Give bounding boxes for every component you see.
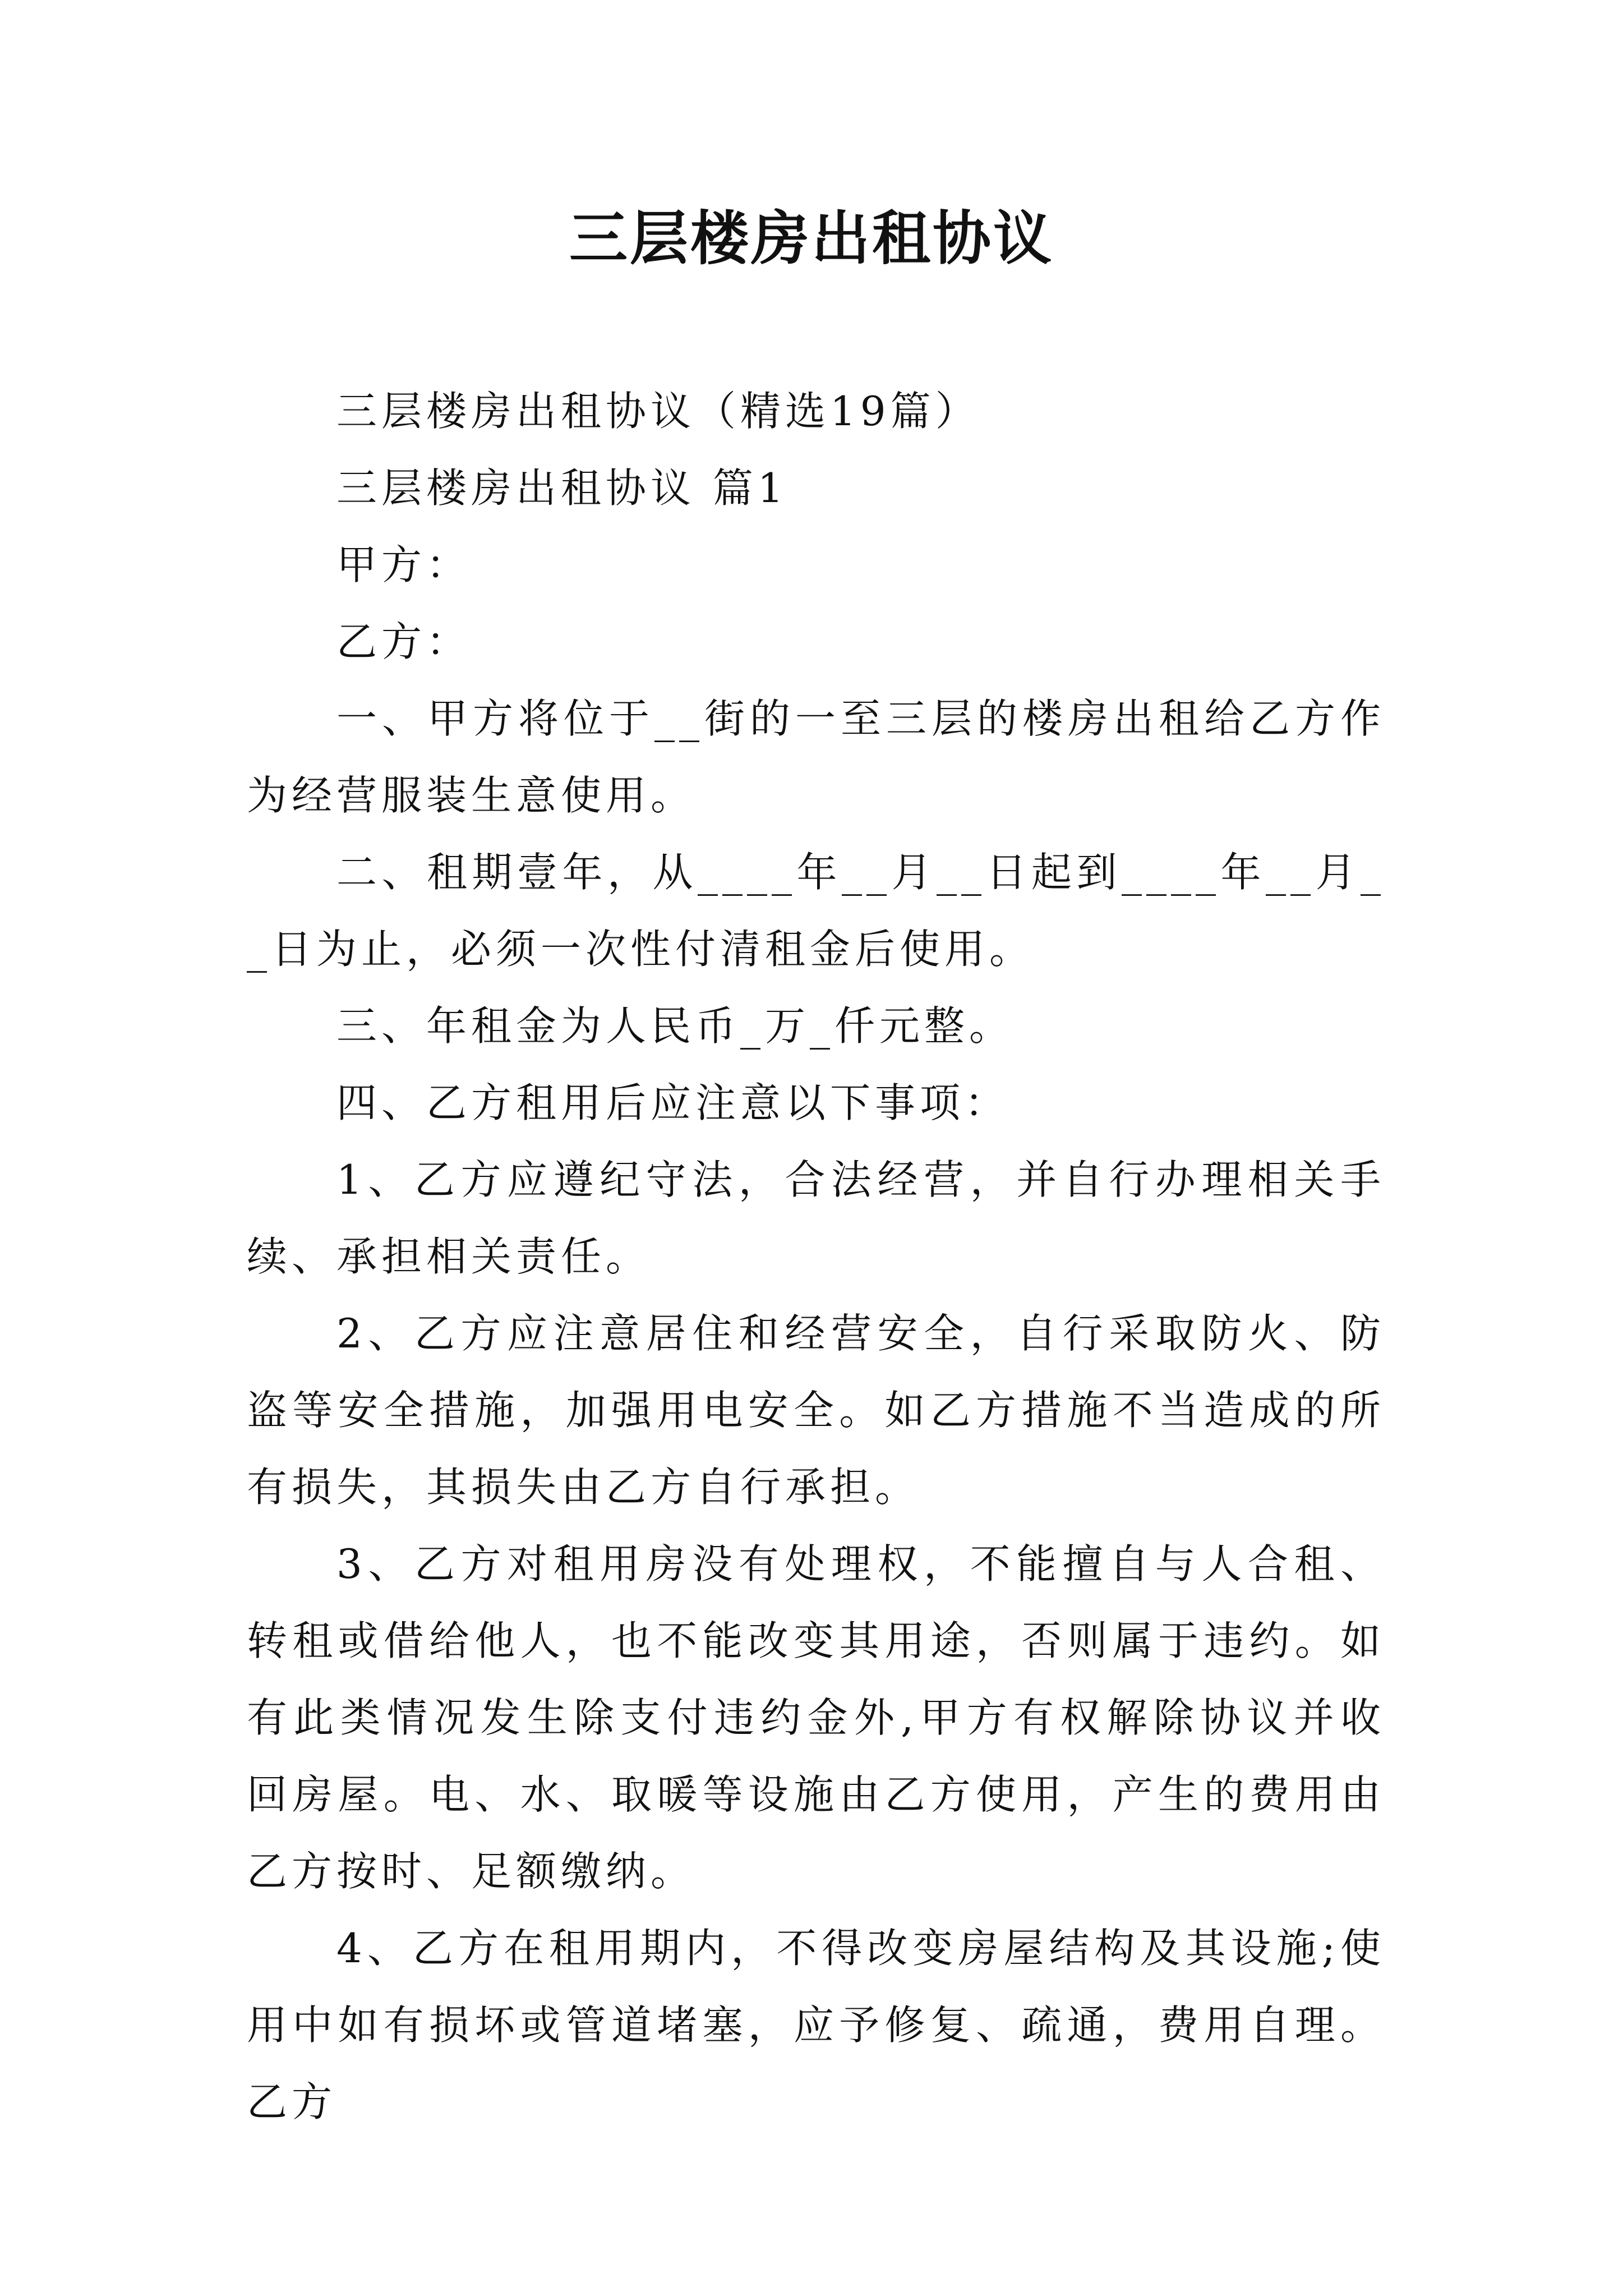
party-a-line: 甲方： [336, 541, 472, 588]
item-1: 1、乙方应遵纪守法，合法经营，并自行办理相关手续、承担相关责任。 [247, 1156, 1385, 1280]
clause-1: 一、甲方将位于__街的一至三层的楼房出租给乙方作为经营服装生意使用。 [247, 695, 1385, 819]
clause-2: 二、租期壹年，从____年__月__日起到____年__月__日为止，必须一次性付清租金后使用。 [247, 849, 1385, 973]
document-body [247, 373, 1385, 2141]
party-b-line: 乙方： [336, 618, 472, 665]
item-4: 4、乙方在租用期内，不得改变房屋结构及其设施;使用中如有损坏或管道堵塞，应予修复、疏通，费用自理。乙方 [247, 1925, 1385, 2125]
subtitle-paragraph: 三层楼房出租协议（精选19篇） [336, 388, 980, 435]
clause-4: 四、乙方租用后应注意以下事项： [336, 1079, 1010, 1126]
document-title: 三层楼房出租协议 [569, 204, 1054, 273]
section-heading: 三层楼房出租协议 篇1 [336, 464, 788, 512]
item-3: 3、乙方对租用房没有处理权，不能擅自与人合租、转租或借给他人，也不能改变其用途，否则属于违约。如有此类情况发生除支付违约金外,甲方有权解除协议并收回房屋。电、水、取暖等设施由乙方使用，产生的费用由乙方按时、足额缴纳。 [247, 1540, 1385, 1895]
clause-3: 三、年租金为人民币_万_仟元整。 [336, 1002, 1015, 1050]
item-2: 2、乙方应注意居住和经营安全，自行采取防火、防盗等安全措施，加强用电安全。如乙方措施不当造成的所有损失，其损失由乙方自行承担。 [247, 1310, 1385, 1511]
